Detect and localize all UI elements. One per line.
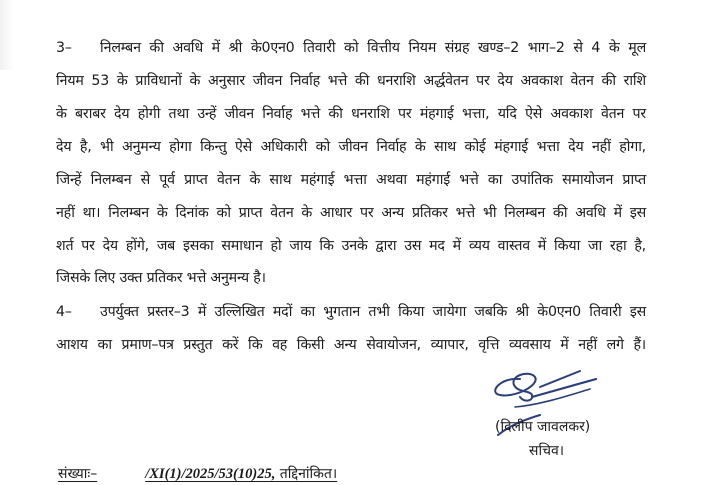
reference-number — [58, 464, 337, 483]
para-3-line-7: शर्त पर देय होंगे, जब इसका समाधान हो जाय कि उनके द्वारा उस मद में व्यय वास्तव में किया जा रहा है, — [56, 238, 646, 254]
para-4-number: 4– — [56, 304, 72, 320]
para-3-line-8: जिसके लिए उक्त प्रतिकर भत्ते अनुमन्य है। — [56, 270, 266, 286]
para-4-line-2: आशय का प्रमाण–पत्र प्रस्तुत करें कि वह किसी अन्य सेवायोजन, व्यापार, वृत्ति व्यवसाय में नहीं लगे हैं। — [56, 337, 646, 353]
para-3-line-3: के बराबर देय होगी तथा उन्हें जीवन निर्वाह भत्ते की धनराशि पर मंहगाई भत्ता, यदि ऐसे अवकाश वेतन पर — [56, 106, 646, 122]
para-3-number: 3– — [56, 40, 72, 56]
reference-code: /XI(1)/2025/53(10)25, — [145, 466, 276, 482]
signatory-name: (दिलीप जावलकर) — [495, 419, 591, 435]
para-3-line-1: 3– निलम्बन की अवधि में श्री के0एन0 तिवारी को वित्तीय नियम संग्रह खण्ड–2 भाग–2 से 4 के मूल — [56, 40, 646, 56]
para-3-line-5: जिन्हें निलम्बन से पूर्व प्राप्त वेतन के साथ महंगाई भत्ता अथवा महंगाई भत्ते का उपांतिक समायोजन प्राप्त — [56, 172, 646, 188]
para-3-line-4: देय है, भी अनुमन्य होगा किन्तु ऐसे अधिकारी को जीवन निर्वाह के साथ कोई मंहगाई भत्ता देय नहीं होगा, — [56, 139, 646, 155]
scan-edge-shadow — [0, 0, 14, 70]
signatory-designation: सचिव। — [529, 443, 565, 459]
para-3-line-6: नहीं था। निलम्बन के दिनांक को प्राप्त वेतन के आधार पर अन्य प्रतिकर भत्ते भी निलम्बन की अवधि में इस — [56, 205, 646, 221]
reference-suffix: तद्दिनांकित। — [275, 466, 338, 482]
para-4-line-1: 4– उपर्युक्त प्रस्तर–3 में उल्लिखित मदों का भुगतान तभी किया जायेगा जबकि श्री के0एन0 तिवारी इस — [56, 304, 646, 320]
para-3-line-2: नियम 53 के प्राविधानों के अनुसार जीवन निर्वाह भत्ते की धनराशि अर्द्धवेतन पर देय अवकाश वेतन की राशि — [56, 73, 646, 89]
reference-label: संख्याः– — [58, 466, 98, 482]
